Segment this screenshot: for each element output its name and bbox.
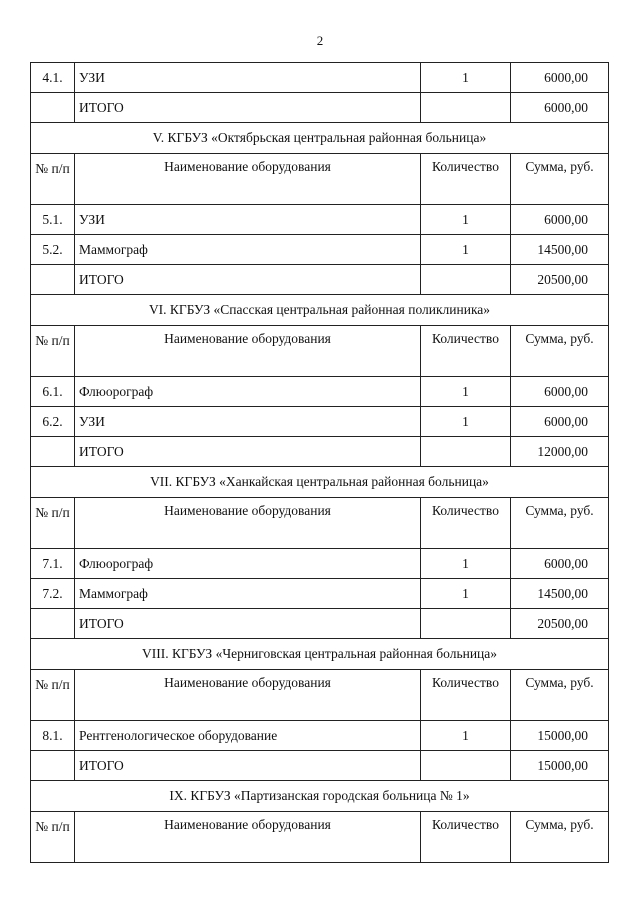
total-row xyxy=(31,265,609,295)
total-label: ИТОГО xyxy=(75,751,421,781)
header-sum: Сумма, руб. xyxy=(511,498,609,549)
table-row xyxy=(31,579,609,609)
row-equipment-name: Флюорограф xyxy=(75,377,421,407)
table-row xyxy=(31,205,609,235)
row-number: 4.1. xyxy=(31,63,75,93)
total-empty-cell xyxy=(31,93,75,123)
row-equipment-name: Флюорограф xyxy=(75,549,421,579)
row-quantity: 1 xyxy=(421,235,511,265)
row-quantity: 1 xyxy=(421,579,511,609)
section-title: VI. КГБУЗ «Спасская центральная районная поликлиника» xyxy=(31,295,609,326)
row-equipment-name: Маммограф xyxy=(75,579,421,609)
row-equipment-name: УЗИ xyxy=(75,205,421,235)
column-header-row xyxy=(31,326,609,377)
row-sum: 6000,00 xyxy=(511,205,609,235)
header-quantity: Количество xyxy=(421,670,511,721)
column-header-row xyxy=(31,154,609,205)
total-row xyxy=(31,93,609,123)
header-sum: Сумма, руб. xyxy=(511,154,609,205)
total-empty-cell xyxy=(31,437,75,467)
row-quantity: 1 xyxy=(421,63,511,93)
row-quantity: 1 xyxy=(421,377,511,407)
total-empty-cell xyxy=(421,93,511,123)
row-quantity: 1 xyxy=(421,407,511,437)
header-number: № п/п xyxy=(31,812,75,863)
total-label: ИТОГО xyxy=(75,93,421,123)
row-sum: 6000,00 xyxy=(511,549,609,579)
total-empty-cell xyxy=(421,437,511,467)
row-equipment-name: УЗИ xyxy=(75,407,421,437)
total-row xyxy=(31,609,609,639)
section-title-row xyxy=(31,639,609,670)
section-title: VIII. КГБУЗ «Черниговская центральная районная больница» xyxy=(31,639,609,670)
row-sum: 14500,00 xyxy=(511,235,609,265)
header-quantity: Количество xyxy=(421,498,511,549)
table-row xyxy=(31,235,609,265)
section-title-row xyxy=(31,295,609,326)
page-number: 2 xyxy=(316,33,324,48)
total-label: ИТОГО xyxy=(75,609,421,639)
total-empty-cell xyxy=(421,609,511,639)
total-empty-cell xyxy=(421,265,511,295)
header-quantity: Количество xyxy=(421,326,511,377)
row-equipment-name: УЗИ xyxy=(75,63,421,93)
header-equipment-name: Наименование оборудования xyxy=(75,154,421,205)
equipment-table xyxy=(30,62,609,863)
header-number: № п/п xyxy=(31,326,75,377)
row-number: 8.1. xyxy=(31,721,75,751)
row-number: 5.1. xyxy=(31,205,75,235)
total-label: ИТОГО xyxy=(75,437,421,467)
total-empty-cell xyxy=(31,609,75,639)
table-row xyxy=(31,63,609,93)
row-sum: 6000,00 xyxy=(511,407,609,437)
header-number: № п/п xyxy=(31,670,75,721)
header-number: № п/п xyxy=(31,154,75,205)
header-sum: Сумма, руб. xyxy=(511,812,609,863)
row-number: 6.1. xyxy=(31,377,75,407)
row-number: 7.2. xyxy=(31,579,75,609)
header-sum: Сумма, руб. xyxy=(511,326,609,377)
section-title-row xyxy=(31,467,609,498)
header-quantity: Количество xyxy=(421,154,511,205)
section-title-row xyxy=(31,123,609,154)
column-header-row xyxy=(31,670,609,721)
row-number: 7.1. xyxy=(31,549,75,579)
row-number: 6.2. xyxy=(31,407,75,437)
row-sum: 6000,00 xyxy=(511,377,609,407)
row-sum: 14500,00 xyxy=(511,579,609,609)
row-equipment-name: Маммограф xyxy=(75,235,421,265)
total-sum: 15000,00 xyxy=(511,751,609,781)
total-empty-cell xyxy=(31,265,75,295)
total-row xyxy=(31,751,609,781)
table-row xyxy=(31,377,609,407)
row-sum: 15000,00 xyxy=(511,721,609,751)
total-sum: 20500,00 xyxy=(511,265,609,295)
total-sum: 6000,00 xyxy=(511,93,609,123)
row-quantity: 1 xyxy=(421,549,511,579)
section-title: IX. КГБУЗ «Партизанская городская больница № 1» xyxy=(31,781,609,812)
row-sum: 6000,00 xyxy=(511,63,609,93)
total-row xyxy=(31,437,609,467)
header-equipment-name: Наименование оборудования xyxy=(75,670,421,721)
header-number: № п/п xyxy=(31,498,75,549)
total-sum: 20500,00 xyxy=(511,609,609,639)
row-number: 5.2. xyxy=(31,235,75,265)
row-quantity: 1 xyxy=(421,205,511,235)
section-title: V. КГБУЗ «Октябрьская центральная районная больница» xyxy=(31,123,609,154)
total-empty-cell xyxy=(421,751,511,781)
total-empty-cell xyxy=(31,751,75,781)
table-row xyxy=(31,721,609,751)
header-equipment-name: Наименование оборудования xyxy=(75,326,421,377)
section-title-row xyxy=(31,781,609,812)
header-equipment-name: Наименование оборудования xyxy=(75,498,421,549)
table-row xyxy=(31,407,609,437)
table-row xyxy=(31,549,609,579)
row-quantity: 1 xyxy=(421,721,511,751)
header-equipment-name: Наименование оборудования xyxy=(75,812,421,863)
header-quantity: Количество xyxy=(421,812,511,863)
total-label: ИТОГО xyxy=(75,265,421,295)
column-header-row xyxy=(31,498,609,549)
header-sum: Сумма, руб. xyxy=(511,670,609,721)
section-title: VII. КГБУЗ «Ханкайская центральная районная больница» xyxy=(31,467,609,498)
column-header-row xyxy=(31,812,609,863)
total-sum: 12000,00 xyxy=(511,437,609,467)
row-equipment-name: Рентгенологическое оборудование xyxy=(75,721,421,751)
